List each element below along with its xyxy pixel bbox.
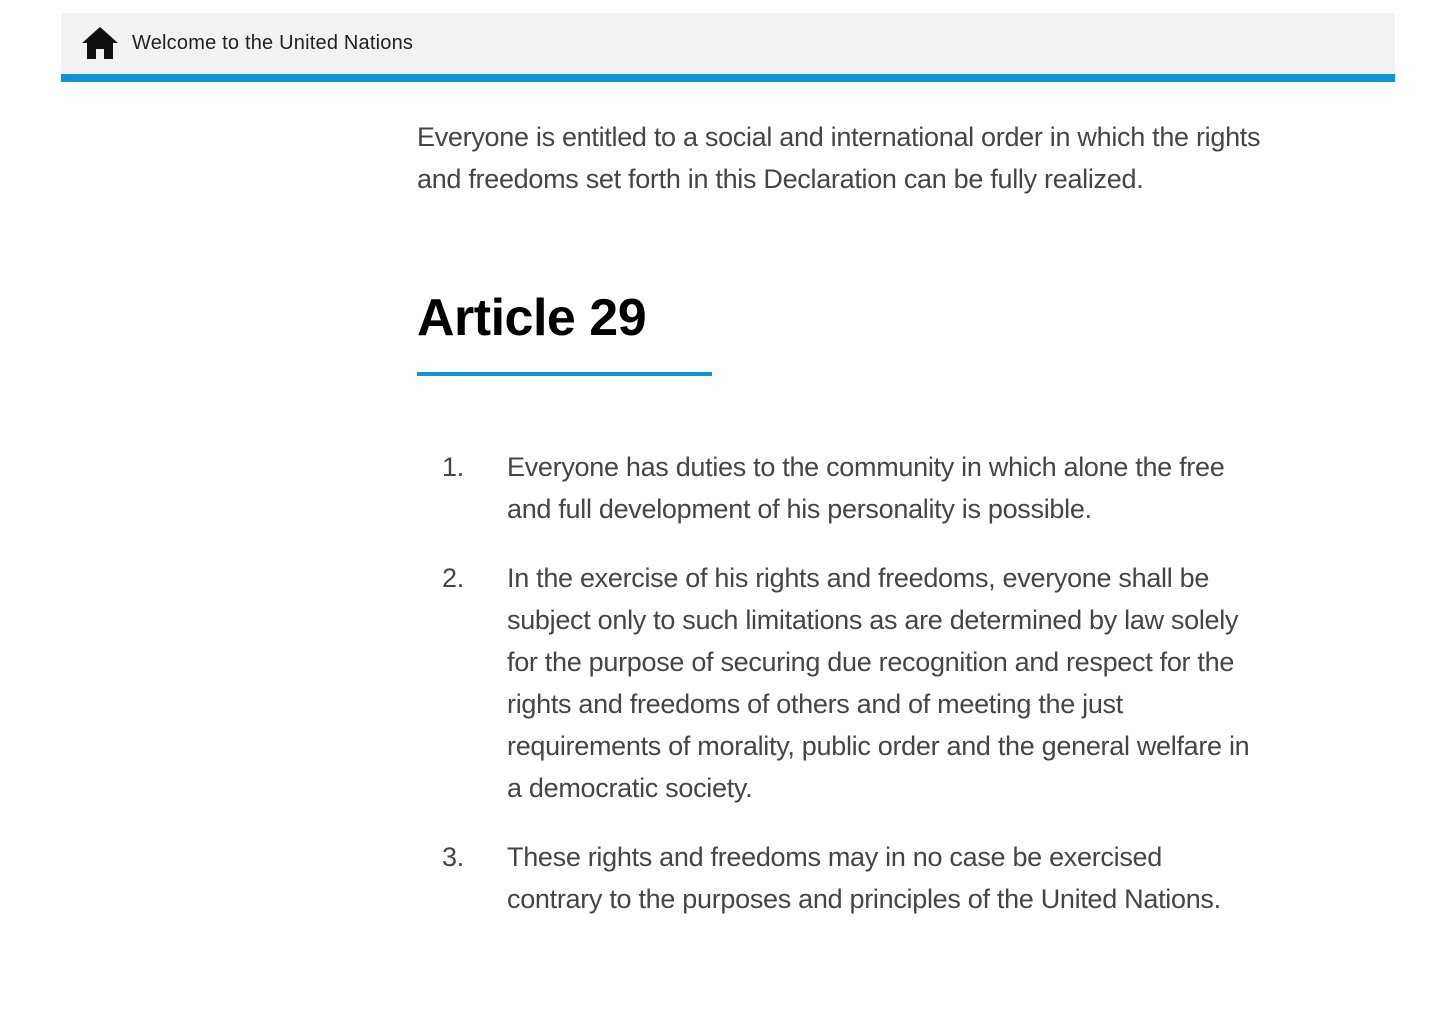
home-icon <box>81 26 119 60</box>
list-item <box>417 836 1267 920</box>
list-item <box>417 446 1267 530</box>
intro-paragraph: Everyone is entitled to a social and international order in which the rights and freedoms set forth in this Declaration can be fully realized. <box>417 122 1261 194</box>
article-list <box>417 446 1267 947</box>
home-link-label: Welcome to the United Nations <box>132 31 414 54</box>
list-item-number: 1. <box>442 452 464 482</box>
list-item-number: 3. <box>442 842 464 872</box>
list-item <box>417 557 1267 809</box>
list-item-number: 2. <box>442 563 464 593</box>
home-link[interactable] <box>81 26 413 60</box>
list-item-text: These rights and freedoms may in no case be exercised contrary to the purposes and principles of the United Nations. <box>507 842 1221 914</box>
main-content <box>417 116 1297 914</box>
list-item-text: Everyone has duties to the community in which alone the free and full development of his personality is possible. <box>507 452 1225 524</box>
title-underline <box>417 372 712 376</box>
top-navigation-bar <box>61 13 1395 82</box>
article-title: Article 29 <box>417 289 647 347</box>
list-item-text: In the exercise of his rights and freedoms, everyone shall be subject only to such limitations as are determined by law solely for the purpose of securing due recognition and respect for the rights and freedoms of others and of meeting the just requirements of morality, public order and the general welfare in a democratic society. <box>507 563 1250 803</box>
